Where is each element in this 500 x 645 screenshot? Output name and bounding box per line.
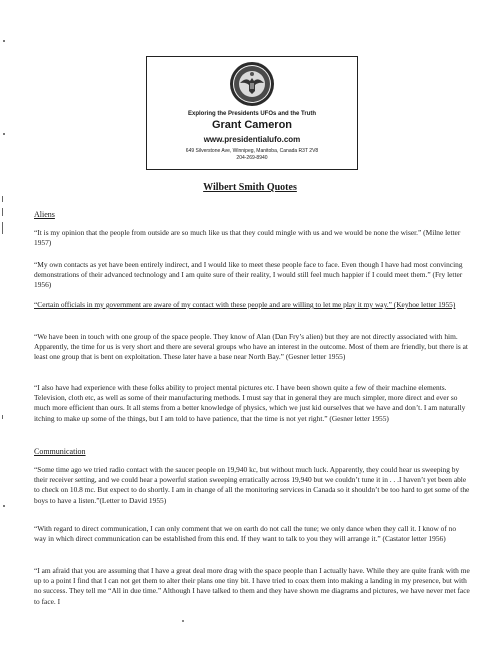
scan-speck bbox=[3, 505, 5, 507]
section-heading-aliens: Aliens bbox=[34, 210, 55, 219]
letterhead-tagline: Exploring the Presidents UFOs and the Truth bbox=[187, 111, 316, 117]
letterhead-author: Grant Cameron bbox=[211, 119, 293, 131]
scan-margin-mark bbox=[2, 222, 3, 234]
section-heading-communication: Communication bbox=[34, 447, 86, 456]
scan-margin-mark bbox=[2, 208, 3, 216]
quote-paragraph: “My own contacts as yet have been entirely indirect, and I would like to meet these people face to face. Even though I have had most convincing demonstrations of their advanced technology and I am quite sure of their reality, I would still feel much happier if I could meet them.” (Fry letter 1956) bbox=[34, 260, 463, 290]
quote-paragraph: “We have been in touch with one group of the space people. They know of Alan (Dan Fry’s alien) but they are not directly associated with him. Apparently, the time for us is very short and there are several groups who have an interest in the outcome. Most of them are friendly, but there is at least one group that is bent on exploitation. These later have a base near North Bay.” (Gesner letter 1955) bbox=[34, 332, 468, 362]
quote-paragraph: “I also have had experience with these folks ability to project mental pictures etc. I have been shown quite a few of their machine elements. Television, cloth etc, as well as some of their manufacturing methods. I must say that in general they are much simpler, more direct and ever so much more efficient than ours. It all stems from a better knowledge of physics, which we just kid ourselves that we have and don’t. I am naturally itching to make up some of the things, but I am told to have patience, that the time is not yet right.” (Gesner letter 1955) bbox=[34, 383, 466, 423]
scan-margin-mark bbox=[2, 415, 3, 419]
document-title: Wilbert Smith Quotes bbox=[203, 182, 297, 193]
quote-paragraph: “Certain officials in my government are aware of my contact with these people and are willing to let me play it my way.” (Keyhoe letter 1955) bbox=[34, 300, 456, 309]
scan-speck bbox=[182, 620, 184, 622]
presidential-seal-icon bbox=[229, 61, 275, 107]
letterhead-website: www.presidentialufo.com bbox=[203, 135, 301, 144]
letterhead bbox=[146, 56, 358, 170]
letterhead-phone: 204-269-8940 bbox=[236, 155, 268, 161]
scan-margin-mark bbox=[2, 196, 3, 202]
quote-paragraph: “Some time ago we tried radio contact with the saucer people on 19,940 kc, but without much luck. Apparently, they could hear us sweeping by their receiver setting, and we could hear a powerful station sweeping erratically across 19,940 but we couldn’t tune it in . . .I haven’t yet been able to check on 10.8 mc. But expect to do shortly. I am in change of all the monitoring services in Canada so it shouldn’t be too hard to get some of the boys to have a listen.”(Letter to David 1955) bbox=[34, 465, 470, 505]
quote-paragraph: “It is my opinion that the people from outside are so much like us that they could mingle with us and we would be none the wiser.” (Milne letter 1957) bbox=[34, 228, 461, 248]
letterhead-address: 649 Silverstone Ave, Winnipeg, Manitoba, Canada R3T 2V8 bbox=[185, 148, 319, 154]
quote-paragraph: “With regard to direct communication, I can only comment that we on earth do not call the tune; we only dance when they call it. I know of no way in which direct communication can be established from this end. If they want to talk to you they will arrange it.” (Castator letter 1956) bbox=[34, 524, 457, 544]
quote-paragraph: “I am afraid that you are assuming that I have a great deal more drag with the space people than I actually have. While they are quite frank with me up to a point I find that I can not get them to alter their plans one tiny bit. I have tried to coax them into making a landing in my presence, but with no success. They tell me “All in due time.” Although I have talked to them and they have shown me diagrams and pictures, we have never met face to face. I bbox=[34, 566, 470, 606]
scan-speck bbox=[3, 40, 5, 42]
scan-speck bbox=[3, 133, 5, 135]
